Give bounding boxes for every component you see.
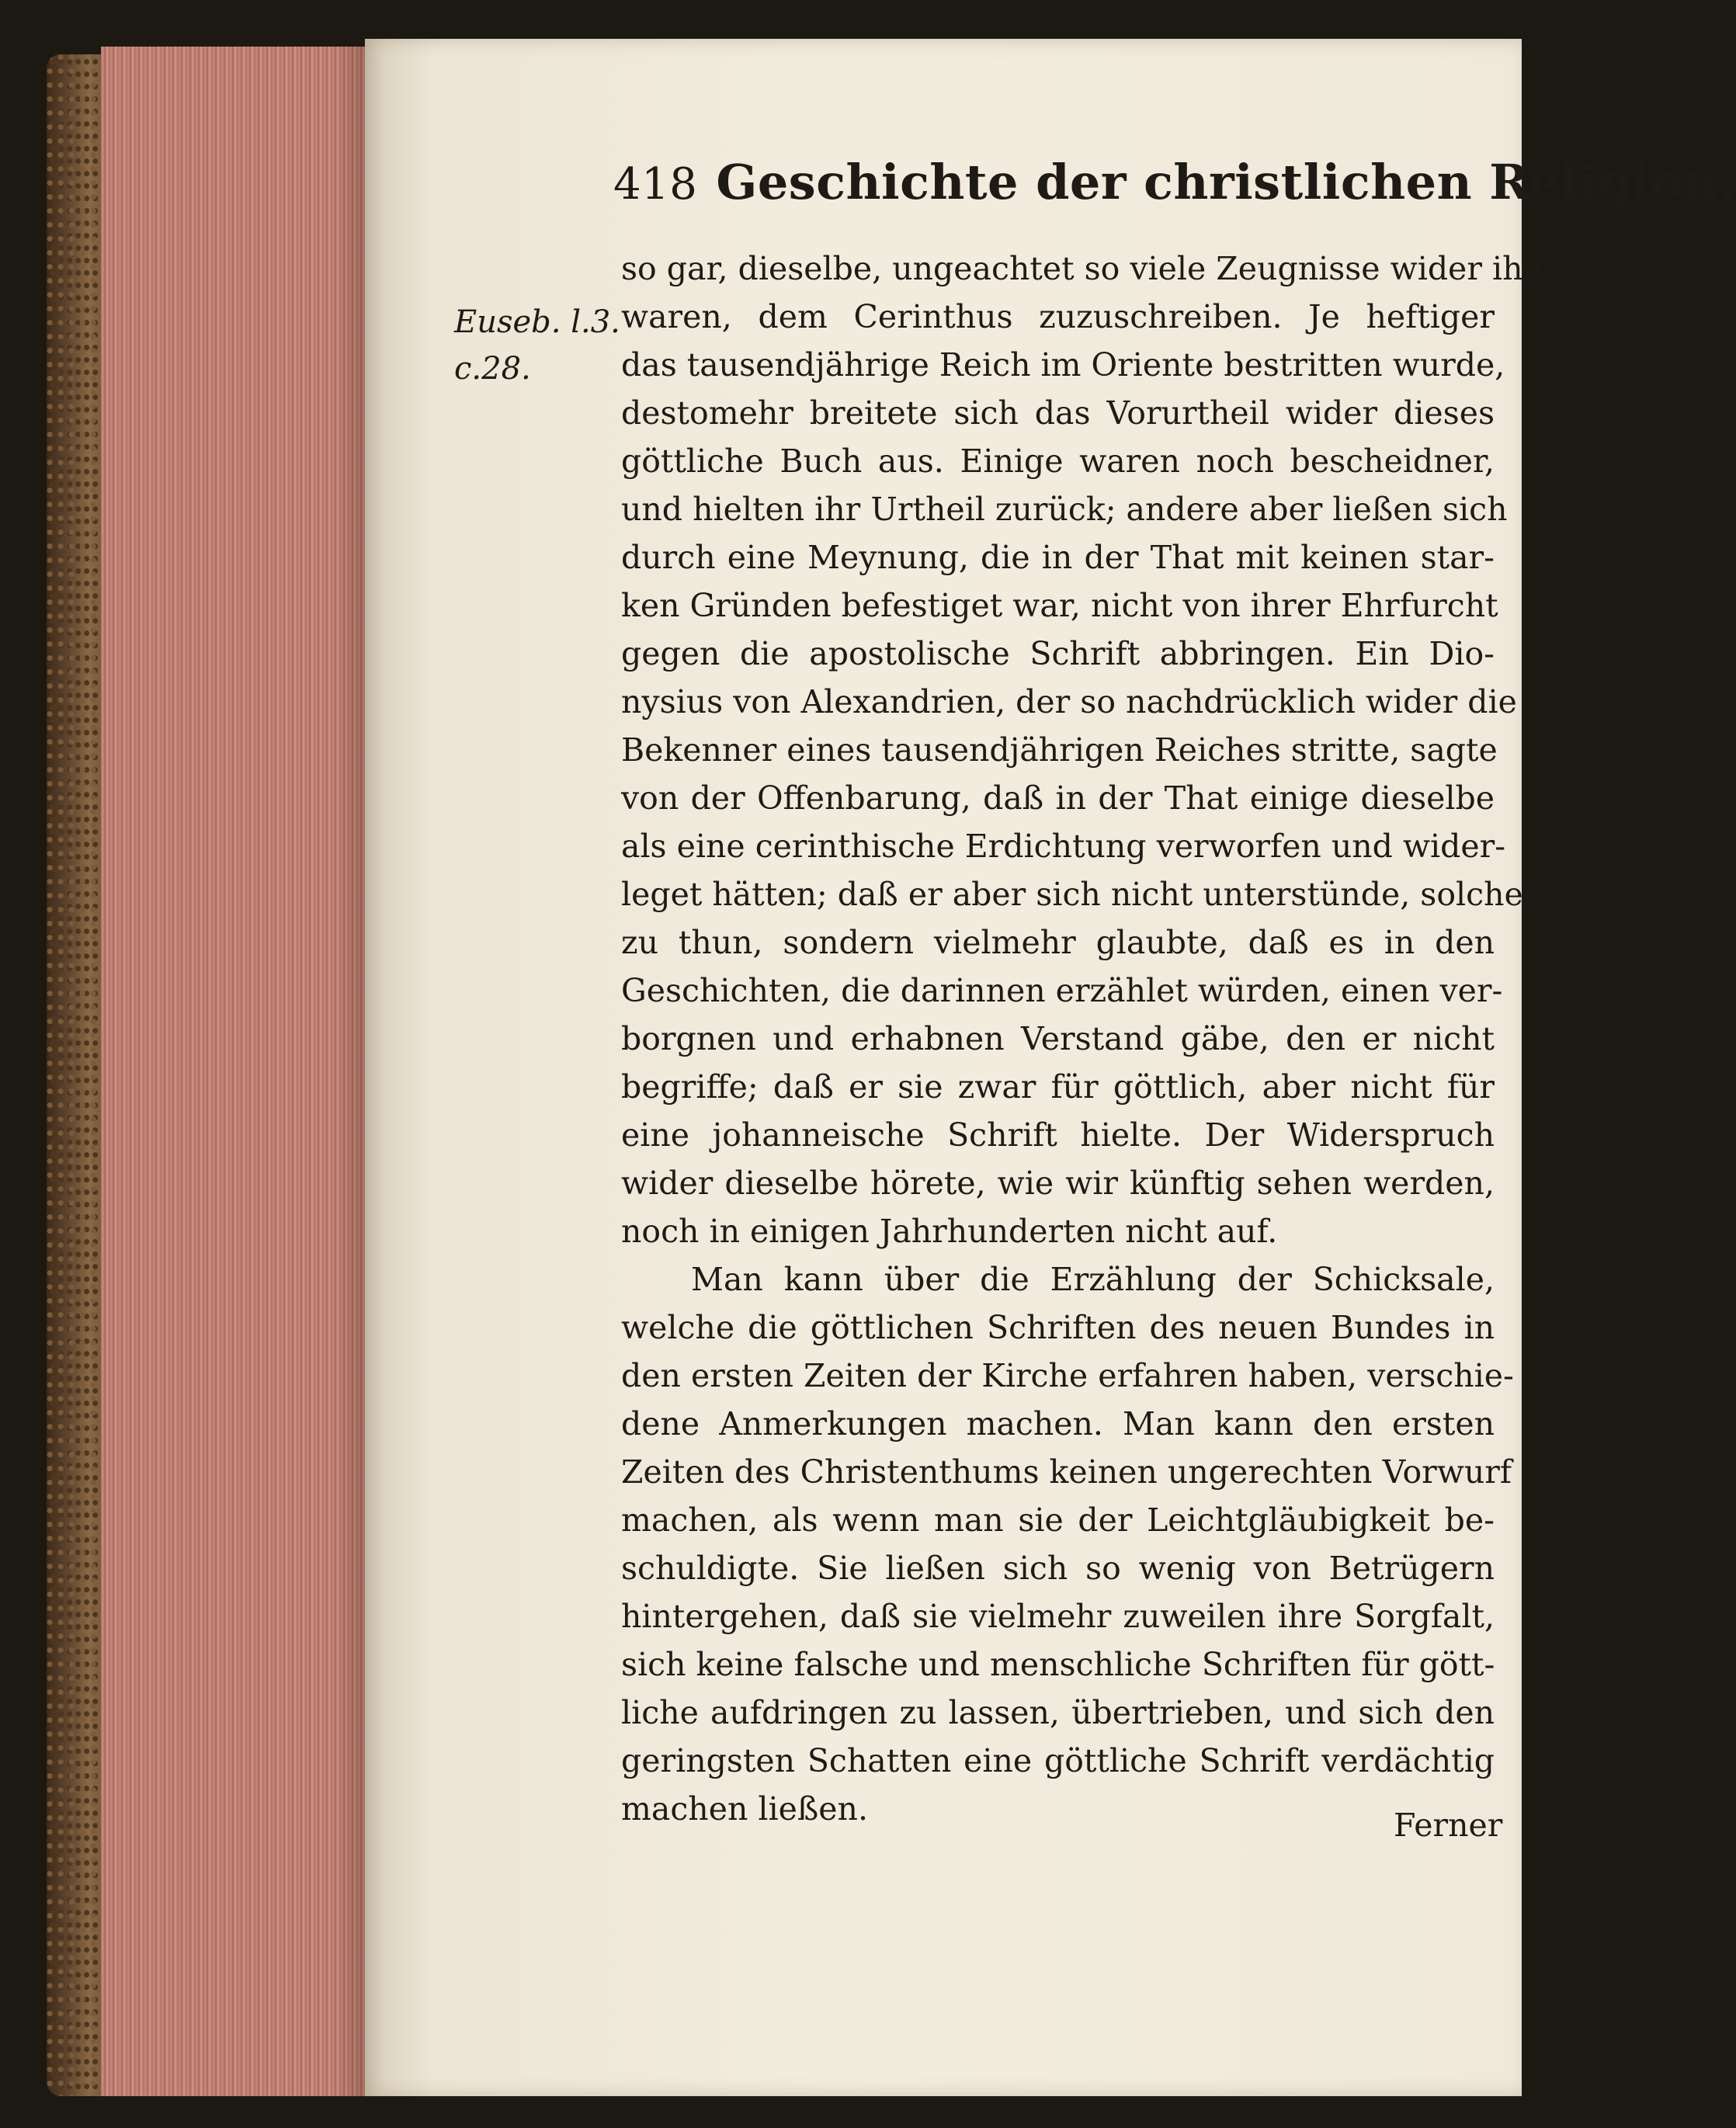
text-line: geringsten Schatten eine göttliche Schrift verdächtig xyxy=(621,1742,1495,1779)
header-title: Geschichte der christlichen Religion. xyxy=(716,154,1736,210)
text-line: dene Anmerkungen machen. Man kann den ersten xyxy=(621,1405,1495,1442)
text-line: Man kann über die Erzählung der Schicksale, xyxy=(691,1261,1495,1298)
text-line: das tausendjährige Reich im Oriente bestritten wurde, xyxy=(621,346,1505,384)
text-line: destomehr breitete sich das Vorurtheil wider dieses xyxy=(621,394,1495,432)
body-text xyxy=(621,245,1543,1833)
text-line: machen ließen. xyxy=(621,1790,868,1828)
margin-note-line: Euseb. l.3. xyxy=(454,304,620,340)
text-line: zu thun, sondern vielmehr glaubte, daß es in den xyxy=(621,924,1495,961)
text-line: waren, dem Cerinthus zuzuschreiben. Je heftiger xyxy=(621,298,1495,335)
running-head xyxy=(613,148,1736,217)
text-line: ken Gründen befestiget war, nicht von ihrer Ehrfurcht xyxy=(621,587,1498,624)
text-line: eine johanneische Schrift hielte. Der Widerspruch xyxy=(621,1116,1495,1154)
paragraph xyxy=(621,1255,1514,1833)
text-line: begriffe; daß er sie zwar für göttlich, aber nicht für xyxy=(621,1068,1495,1106)
margin-note xyxy=(454,299,620,392)
text-line: hintergehen, daß sie vielmehr zuweilen ihre Sorgfalt, xyxy=(621,1598,1495,1635)
text-line: machen, als wenn man sie der Leichtgläubigkeit be- xyxy=(621,1501,1495,1539)
text-line: sich keine falsche und menschliche Schriften für gött- xyxy=(621,1646,1495,1683)
text-line: nysius von Alexandrien, der so nachdrücklich wider die xyxy=(621,683,1517,720)
margin-note-line: c.28. xyxy=(454,351,531,387)
page-block-red-edges xyxy=(101,47,365,2096)
text-line: und hielten ihr Urtheil zurück; andere aber ließen sich xyxy=(621,491,1508,528)
text-line: von der Offenbarung, daß in der That einige dieselbe xyxy=(621,779,1495,817)
text-line: schuldigte. Sie ließen sich so wenig von Betrügern xyxy=(621,1550,1495,1587)
text-line: Bekenner eines tausendjährigen Reiches stritte, sagte xyxy=(621,731,1498,769)
page-number: 418 xyxy=(613,159,698,210)
text-line: wider dieselbe hörete, wie wir künftig sehen werden, xyxy=(621,1165,1495,1202)
text-line: liche aufdringen zu lassen, übertrieben, und sich den xyxy=(621,1694,1495,1731)
text-line: welche die göttlichen Schriften des neuen Bundes in xyxy=(621,1309,1495,1346)
text-line: leget hätten; daß er aber sich nicht unterstünde, solches xyxy=(621,876,1540,913)
text-line: gegen die apostolische Schrift abbringen. Ein Dio- xyxy=(621,635,1495,672)
text-line: noch in einigen Jahrhunderten nicht auf. xyxy=(621,1213,1278,1250)
text-line: als eine cerinthische Erdichtung verworfen und wider- xyxy=(621,828,1506,865)
text-line: Geschichten, die darinnen erzählet würden, einen ver- xyxy=(621,972,1503,1009)
text-line: göttliche Buch aus. Einige waren noch bescheidner, xyxy=(621,443,1495,480)
text-line: durch eine Meynung, die in der That mit keinen star- xyxy=(621,539,1495,576)
catchword: Ferner xyxy=(1394,1807,1503,1844)
text-line: den ersten Zeiten der Kirche erfahren haben, verschie- xyxy=(621,1357,1514,1394)
text-line: so gar, dieselbe, ungeachtet so viele Zeugnisse wider ihn xyxy=(621,250,1543,287)
text-line: Zeiten des Christenthums keinen ungerechten Vorwurf xyxy=(621,1453,1512,1491)
text-line: borgnen und erhabnen Verstand gäbe, den er nicht xyxy=(621,1020,1495,1057)
paragraph xyxy=(621,245,1543,1255)
